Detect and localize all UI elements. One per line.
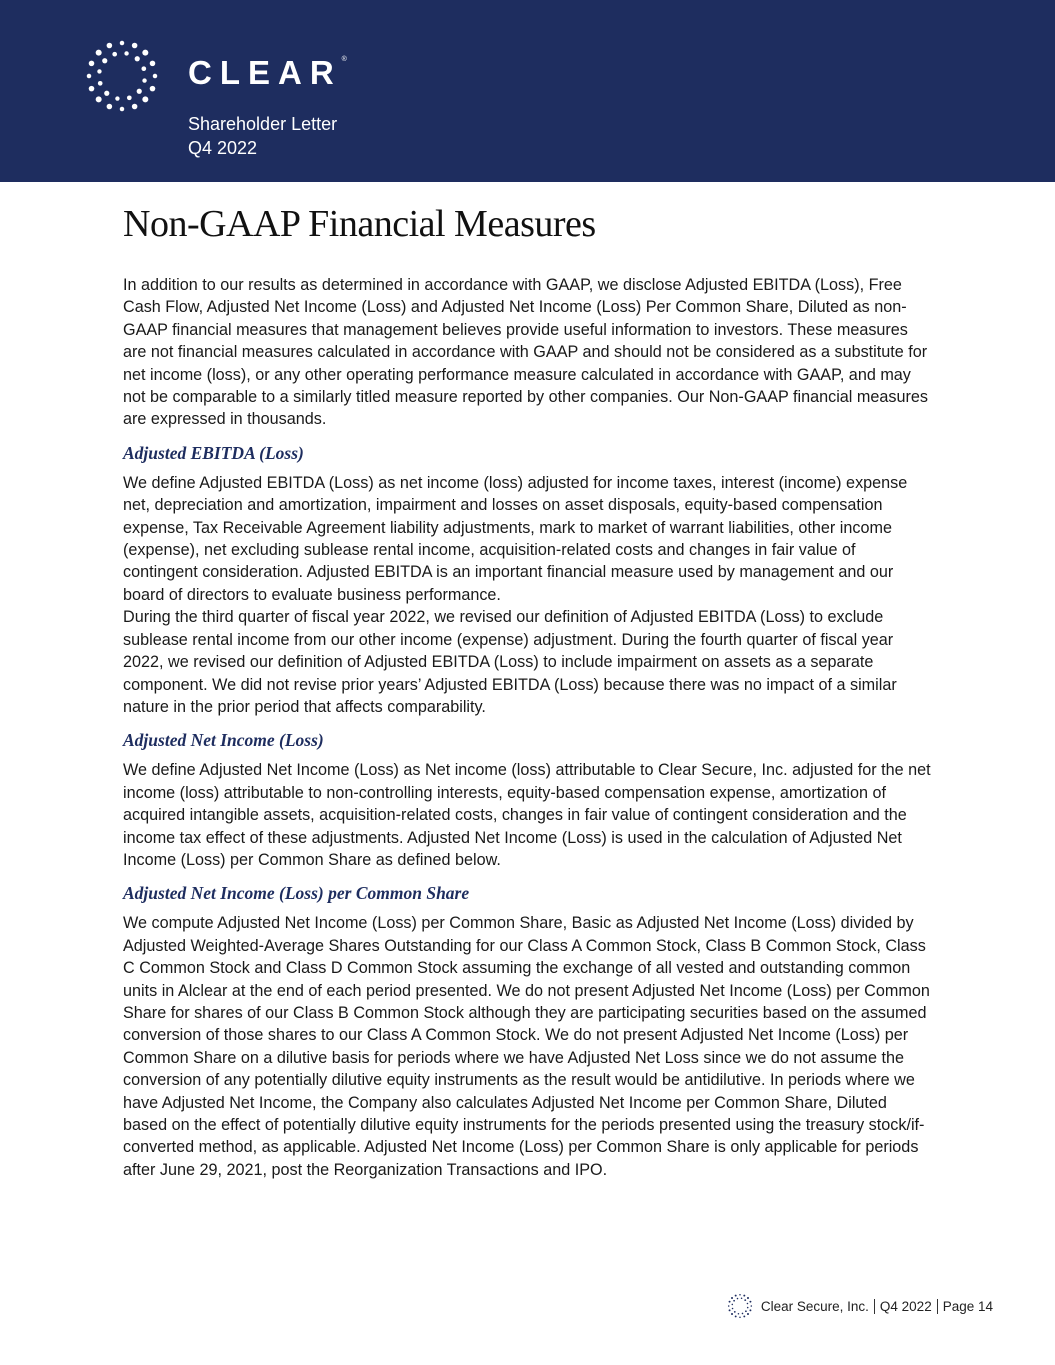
section-body-adjusted-ebitda: We define Adjusted EBITDA (Loss) as net income (loss) adjusted for income taxes, interest (income) expense net, depreciation and amortization, impairment and losses on asset disposals, equity-based compensation expense, Tax Receivable Agreement liability adjustments, mark to market of warrant liabilities, other income (expense), net excluding sublease rental income, acquisition-related costs and changes in fair value of contingent consideration. Adjusted EBITDA is an important financial measure used by management and our board of directors to evaluate business performance.	[123, 473, 908, 604]
logo-dot	[135, 56, 140, 61]
page-title: Non-GAAP Financial Measures	[123, 203, 596, 245]
footer-period: Q4 2022	[879, 1298, 932, 1314]
logo-dot	[734, 1311, 736, 1313]
logo-dot	[124, 51, 128, 55]
logo-dot	[115, 96, 119, 100]
logo-dot	[747, 1303, 749, 1305]
logo-dot	[732, 1308, 734, 1310]
logo-dot	[743, 1315, 745, 1317]
dotted-circle-icon	[727, 1293, 753, 1319]
header-banner	[0, 0, 1055, 182]
logo-dot	[737, 1298, 739, 1300]
logo-dot	[141, 66, 146, 71]
footer-divider	[874, 1299, 875, 1314]
document-subtitle: Shareholder Letter	[188, 114, 338, 134]
logo-dot	[750, 1305, 752, 1307]
document-period: Q4 2022	[188, 138, 258, 158]
logo-dot	[87, 74, 92, 79]
logo-dot	[107, 104, 113, 110]
section-body-adjusted-ebitda-revision: During the third quarter of fiscal year 2022, we revised our definition of Adjusted EBITDA (Loss) to exclude sublease rental income from our other income (expense) adjustment. During the fourth quarter of fiscal year 2022, we revised our definition of Adjusted EBITDA (Loss) to include impairment on assets as a separate component. We did not revise prior years’ Adjusted EBITDA (Loss) because there was no impact of a similar nature in the prior period that affects comparability.	[123, 608, 897, 716]
logo-dot	[107, 43, 113, 49]
logo-dot	[735, 1315, 737, 1317]
section-heading-adjusted-net-income-per-share: Adjusted Net Income (Loss) per Common Share	[123, 883, 470, 904]
logo-dot	[89, 61, 95, 67]
logo-dot	[132, 43, 138, 49]
page-footer	[727, 1292, 993, 1320]
logo-dot	[127, 95, 132, 100]
section-body-adjusted-net-income: We define Adjusted Net Income (Loss) as Net income (loss) attributable to Clear Secure, Inc. adjusted for the net income (loss) attributable to non-controlling interests, equity-based compensation expense, amortization of acquired intangible assets, acquisition-related costs, changes in fair value of contingent consideration and the income tax effect of these adjustments. Adjusted Net Income (Loss) is used in the calculation of Adjusted Net Income (Loss) per Common Share as defined below.	[123, 761, 931, 869]
registered-mark: ®	[341, 56, 347, 63]
logo-dot	[747, 1297, 749, 1299]
logo-dot	[739, 1317, 741, 1319]
logo-dot	[104, 91, 109, 96]
section-body-adjusted-net-income-per-share: We compute Adjusted Net Income (Loss) per Common Share, Basic as Adjusted Net Income (Loss) divided by Adjusted Weighted-Average Shares Outstanding for our Class A Common Stock, Class B Common Stock, Class C Common Stock and Class D Common Stock assuming the exchange of all vested and outstanding common units in Alclear at the end of each period presented. We do not present Adjusted Net Income (Loss) per Common Share for shares of our Class B Common Stock although they are participating securities based on the assumed conversion of those shares to our Class A Common Stock. We do not present Adjusted Net Income (Loss) per Common Share on a dilutive basis for periods where we have Adjusted Net Loss since we do not assume the conversion of any potentially dilutive equity instruments as the result would be antidilutive. In periods where we have Adjusted Net Income, the Company also calculates Adjusted Net Income per Common Share, Diluted based on the effect of potentially dilutive equity instruments for the periods presented using the treasury stock/if-converted method, as applicable. Adjusted Net Income (Loss) per Common Share is only applicable for periods after June 29, 2021, post the Reorganization Transactions and IPO.	[123, 914, 930, 1179]
logo-dot	[89, 86, 95, 92]
logo-dot	[120, 107, 125, 112]
logo-dot	[96, 50, 102, 56]
logo-dot	[731, 1304, 733, 1306]
logo-dot	[96, 96, 102, 102]
logo-dot	[120, 41, 125, 46]
main-content	[123, 274, 933, 1181]
footer-page-number: Page 14	[942, 1298, 993, 1314]
logo-dot	[731, 1297, 733, 1299]
logo-dot	[153, 74, 158, 79]
logo-dot	[142, 96, 148, 102]
logo-dot	[735, 1295, 737, 1297]
logo-dot	[728, 1301, 730, 1303]
logo-dot	[150, 86, 156, 92]
logo-dot	[102, 58, 107, 63]
dotted-circle-icon	[84, 40, 160, 112]
logo-dot	[142, 78, 146, 82]
logo-dot	[97, 69, 101, 73]
section-heading-adjusted-net-income: Adjusted Net Income (Loss)	[123, 730, 324, 751]
logo-dot	[749, 1309, 751, 1311]
logo-dot	[742, 1313, 744, 1315]
logo-dot	[743, 1295, 745, 1297]
logo-dot	[132, 104, 138, 110]
logo-dot	[98, 81, 103, 86]
logo-dot	[738, 1313, 740, 1315]
footer-divider	[937, 1299, 938, 1314]
logo-dot	[739, 1294, 741, 1296]
logo-dot	[150, 61, 156, 67]
logo-dot	[142, 50, 148, 56]
section-heading-adjusted-ebitda: Adjusted EBITDA (Loss)	[123, 442, 304, 463]
intro-paragraph: In addition to our results as determined in accordance with GAAP, we disclose Adjusted EBITDA (Loss), Free Cash Flow, Adjusted Net Income (Loss) and Adjusted Net Income (Loss) Per Common Share, Diluted as non-GAAP financial measures that management believes provide useful information to investors. These measures are not financial measures calculated in accordance with GAAP and should not be considered as a substitute for net income (loss), or any other operating performance measure calculated in accordance with GAAP, and may not be comparable to a similarly titled measure reported by other companies. Our Non-GAAP financial measures are expressed in thousands.	[123, 276, 928, 429]
logo-wordmark	[188, 54, 347, 92]
logo-dot	[731, 1313, 733, 1315]
logo-dot	[728, 1309, 730, 1311]
logo-dot	[747, 1313, 749, 1315]
logo-dot	[728, 1305, 730, 1307]
logo-dot	[744, 1299, 746, 1301]
footer-company: Clear Secure, Inc.	[760, 1298, 869, 1314]
logo-dot	[745, 1310, 747, 1312]
logo-dot	[112, 52, 117, 57]
logo-dot	[733, 1300, 735, 1302]
logo-dot	[137, 89, 142, 94]
logo-dot	[741, 1298, 743, 1300]
logo-dot	[747, 1307, 749, 1309]
logo-dot	[749, 1301, 751, 1303]
logo-name: CLEAR	[188, 54, 342, 91]
